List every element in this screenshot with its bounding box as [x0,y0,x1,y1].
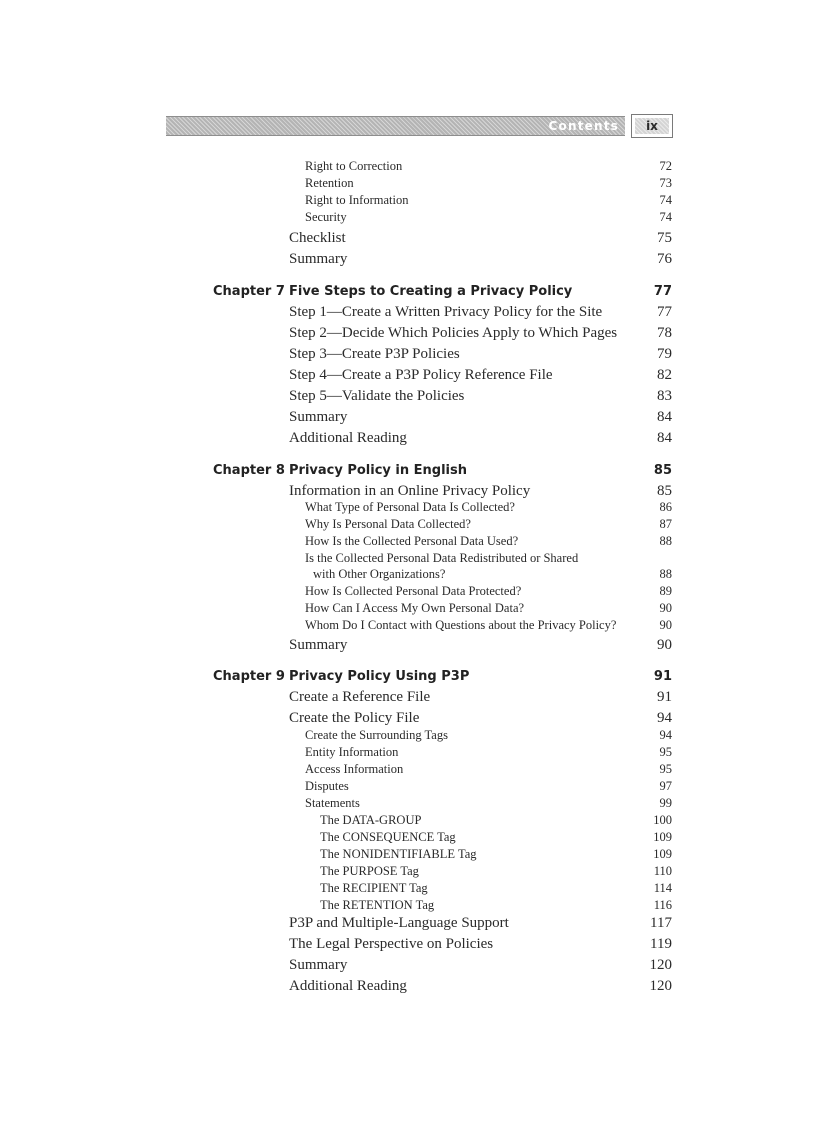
toc-subsection-entry [0,583,816,600]
toc-entry-title: Privacy Policy in English [289,463,468,478]
toc-entry-page: 74 [659,193,672,207]
toc-entry-title: Step 2—Decide Which Policies Apply to Which Pages [289,325,618,341]
toc-entry-title: Create the Policy File [289,710,420,726]
toc-section-entry [0,428,816,449]
toc-entry-page: 91 [653,669,672,684]
toc-entry-page: 75 [657,230,672,246]
toc-subsection-entry [0,209,816,226]
toc-entry-title: Create a Reference File [289,689,431,705]
toc-entry-title: Whom Do I Contact with Questions about the Privacy Policy? [305,618,617,632]
toc-entry-title: Right to Correction [305,159,403,173]
toc-subsection-entry [0,744,816,761]
toc-entry-page: 116 [653,898,672,912]
toc-subsubsection-entry [0,812,816,829]
toc-entry-title: Access Information [305,762,404,776]
toc-entry-page: 88 [659,567,672,581]
toc-entry-page: 88 [659,534,672,548]
toc-entry-title: Privacy Policy Using P3P [289,669,470,684]
toc-entry-page: 110 [653,864,672,878]
toc-entry-title: The RECIPIENT Tag [320,881,428,895]
toc-entry-title: The RETENTION Tag [320,898,435,912]
toc-subsection-entry [0,175,816,192]
toc-subsection-entry [0,158,816,175]
toc-subsection-entry [0,600,816,617]
toc-entry-page: 76 [657,251,672,267]
toc-entry-page: 86 [659,500,672,514]
toc-section-entry [0,323,816,344]
toc-subsection-entry [0,516,816,533]
toc-subsubsection-entry [0,863,816,880]
toc-entry-title: Disputes [305,779,349,793]
toc-entry-page: 94 [657,710,672,726]
toc-entry-title: The DATA-GROUP [320,813,422,827]
toc-entry-page: 97 [659,779,672,793]
chapter-label: Chapter 8 [213,463,285,478]
toc-entry-title: Additional Reading [289,430,407,446]
toc-entry-page: 89 [659,584,672,598]
toc-entry-title: The PURPOSE Tag [320,864,419,878]
toc-entry-page: 95 [659,762,672,776]
toc-entry-title: Create the Surrounding Tags [305,728,448,742]
toc-section-entry [0,687,816,708]
page-number: ix [635,118,669,134]
toc-subsubsection-entry [0,880,816,897]
toc-subsubsection-entry [0,897,816,914]
toc-chapter-entry [0,281,816,302]
toc-entry-page: 84 [657,430,672,446]
toc-entry-title: Additional Reading [289,978,407,994]
toc-entry-title: Summary [289,957,348,973]
toc-subsection-entry [0,761,816,778]
toc-entry-page: 85 [657,483,672,499]
toc-entry-page: 109 [653,847,672,861]
toc-entry-page: 73 [659,176,672,190]
toc-section-entry [0,228,816,249]
running-header-bar [166,116,625,136]
toc-section-entry [0,365,816,386]
toc-entry-title: Right to Information [305,193,409,207]
toc-entry-title: Checklist [289,230,346,246]
toc-entry-page: 90 [659,618,672,632]
toc-entry-page: 120 [649,978,672,994]
toc-entry-title: How Is Collected Personal Data Protected? [305,584,522,598]
toc-entry-page: 72 [659,159,672,173]
toc-entry-title: Security [305,210,347,224]
toc-entry-page: 99 [659,796,672,810]
chapter-label: Chapter 9 [213,669,285,684]
toc-entry-page: 84 [657,409,672,425]
toc-section-entry [0,407,816,428]
page-number-box [631,114,673,138]
toc-entry-title: Step 5—Validate the Policies [289,388,465,404]
toc-subsubsection-entry [0,846,816,863]
toc-subsubsection-entry [0,829,816,846]
toc-section-entry [0,934,816,955]
toc-entry-page: 79 [657,346,672,362]
toc-entry-title: Step 4—Create a P3P Policy Reference File [289,367,553,383]
toc-entry-title: The CONSEQUENCE Tag [320,830,456,844]
toc-entry-page: 77 [653,284,672,299]
chapter-label: Chapter 7 [213,284,285,299]
toc-entry-title: Summary [289,637,348,653]
toc-section-entry [0,386,816,407]
toc-entry-page: 82 [657,367,672,383]
toc-section-entry [0,302,816,323]
toc-entry-title: P3P and Multiple-Language Support [289,915,509,931]
toc-section-entry [0,976,816,997]
toc-entry-title: Why Is Personal Data Collected? [305,517,471,531]
toc-entry-page: 120 [649,957,672,973]
toc-section-entry [0,344,816,365]
toc-section-entry [0,913,816,934]
toc-subsection-continuation [0,566,816,583]
toc-entry-title: Is the Collected Personal Data Redistributed or Shared [305,551,579,565]
toc-entry-page: 85 [653,463,672,478]
toc-subsection-entry [0,795,816,812]
toc-entry-page: 90 [659,601,672,615]
toc-subsection-entry [0,192,816,209]
toc-subsection-entry [0,550,816,567]
toc-entry-title: Entity Information [305,745,399,759]
toc-section-entry [0,249,816,270]
toc-subsection-entry [0,617,816,634]
toc-entry-page: 117 [650,915,672,931]
toc-entry-title: Step 3—Create P3P Policies [289,346,460,362]
toc-entry-page: 94 [659,728,672,742]
toc-chapter-entry [0,460,816,481]
toc-section-entry [0,635,816,656]
toc-entry-page: 119 [650,936,672,952]
toc-entry-page: 77 [657,304,672,320]
toc-entry-page: 90 [657,637,672,653]
toc-entry-title: The NONIDENTIFIABLE Tag [320,847,477,861]
toc-section-entry [0,708,816,729]
toc-entry-page: 91 [657,689,672,705]
toc-entry-page: 83 [657,388,672,404]
toc-entry-title: with Other Organizations? [313,567,446,581]
toc-entry-title: What Type of Personal Data Is Collected? [305,500,515,514]
toc-entry-title: Step 1—Create a Written Privacy Policy for the Site [289,304,603,320]
running-header-title: Contents [548,119,619,133]
toc-entry-title: How Is the Collected Personal Data Used? [305,534,519,548]
toc-subsection-entry [0,499,816,516]
toc-entry-title: Five Steps to Creating a Privacy Policy [289,284,573,299]
toc-chapter-entry [0,666,816,687]
toc-entry-page: 100 [653,813,672,827]
toc-section-entry [0,955,816,976]
toc-subsection-entry [0,778,816,795]
toc-entry-title: Summary [289,409,348,425]
toc-entry-page: 87 [659,517,672,531]
toc-subsection-entry [0,727,816,744]
toc-entry-page: 114 [653,881,672,895]
toc-entry-title: Statements [305,796,360,810]
toc-entry-page: 95 [659,745,672,759]
toc-subsection-entry [0,533,816,550]
toc-entry-title: How Can I Access My Own Personal Data? [305,601,525,615]
toc-entry-title: Retention [305,176,354,190]
toc-entry-title: The Legal Perspective on Policies [289,936,494,952]
toc-entry-title: Information in an Online Privacy Policy [289,483,531,499]
toc-entry-title: Summary [289,251,348,267]
toc-entry-page: 74 [659,210,672,224]
toc-entry-page: 109 [653,830,672,844]
toc-entry-page: 78 [657,325,672,341]
